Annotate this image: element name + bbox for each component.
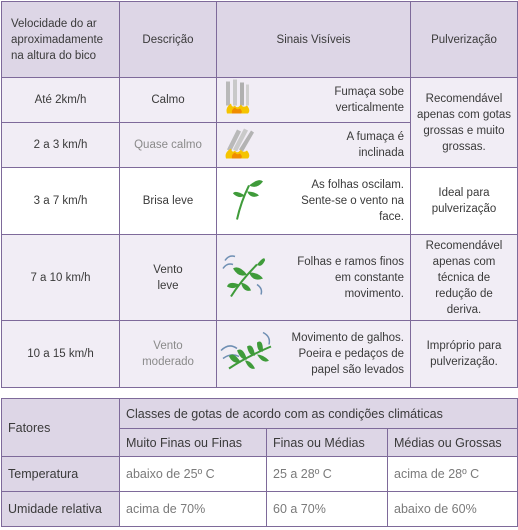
wind-speed-table [1, 1, 518, 388]
drop-classes-table [1, 398, 518, 527]
smoke-inclined-icon [223, 126, 257, 165]
leaf-branch-icon [229, 176, 265, 227]
header-signs: Sinais Visíveis [217, 2, 411, 78]
column-header: Muito Finas ou Finas [120, 429, 267, 457]
value-cell: 60 a 70% [267, 492, 388, 527]
swaying-branch-icon [221, 250, 267, 305]
speed-cell: 3 a 7 km/h [2, 168, 120, 235]
drops-header-row [2, 399, 518, 429]
value-cell: acima de 28º C [388, 457, 518, 492]
spraying-cell: Recomendável apenas com técnica de redução de deriva. [411, 235, 518, 321]
smoke-vertical-icon [223, 80, 253, 121]
wind-table-header-row [2, 2, 518, 78]
signs-text: Movimento de galhos. Poeira e pedaços de papel são levados [291, 332, 404, 376]
speed-cell: Até 2km/h [2, 78, 120, 123]
table-row [2, 78, 518, 123]
table-row [2, 492, 518, 527]
column-header: Finas ou Médias [267, 429, 388, 457]
table-row [2, 235, 518, 321]
spraying-cell: Impróprio para pulverização. [411, 321, 518, 388]
speed-cell: 7 a 10 km/h [2, 235, 120, 321]
factors-label: Fatores [2, 399, 120, 457]
row-label: Temperatura [2, 457, 120, 492]
table-row [2, 168, 518, 235]
description-cell: Calmo [120, 78, 217, 123]
value-cell: abaixo de 60% [388, 492, 518, 527]
spraying-cell: Recomendável apenas com gotas grossas e muito grossas. [411, 78, 518, 168]
column-header: Médias ou Grossas [388, 429, 518, 457]
value-cell: abaixo de 25º C [120, 457, 267, 492]
header-speed: Velocidade do ar aproximadamente na altura do bico [2, 2, 120, 78]
speed-cell: 2 a 3 km/h [2, 123, 120, 168]
value-cell: 25 a 28º C [267, 457, 388, 492]
description-cell: Vento leve [120, 235, 217, 321]
header-spraying: Pulverização [411, 2, 518, 78]
value-cell: acima de 70% [120, 492, 267, 527]
signs-text: As folhas oscilam. Sente-se o vento na face. [301, 179, 404, 223]
signs-text: Folhas e ramos finos em constante movimento. [297, 255, 404, 300]
signs-text: Fumaça sobe verticalmente [334, 86, 404, 114]
table-row [2, 457, 518, 492]
header-description: Descrição [120, 2, 217, 78]
description-cell: Brisa leve [120, 168, 217, 235]
row-label: Umidade relativa [2, 492, 120, 527]
description-cell: Quase calmo [120, 123, 217, 168]
table-row [2, 321, 518, 388]
classes-title: Classes de gotas de acordo com as condições climáticas [120, 399, 518, 429]
windy-branch-icon [219, 329, 275, 380]
spraying-cell: Ideal para pulverização [411, 168, 518, 235]
signs-text: A fumaça é inclinada [346, 131, 404, 159]
description-cell: Vento moderado [120, 321, 217, 388]
speed-cell: 10 a 15 km/h [2, 321, 120, 388]
